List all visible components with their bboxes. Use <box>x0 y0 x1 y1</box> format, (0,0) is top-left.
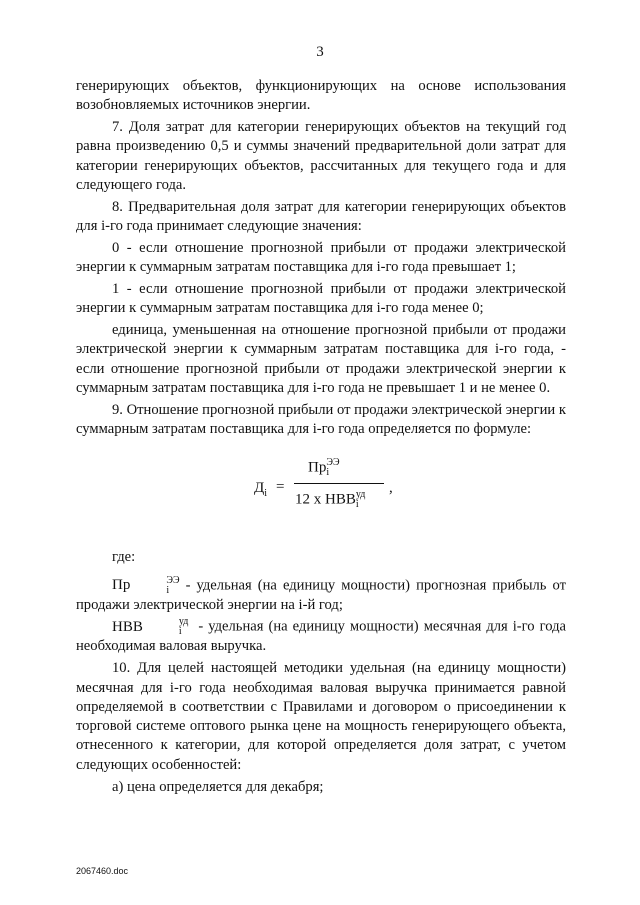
formula <box>76 458 566 524</box>
paragraph-9: 9. Отношение прогнозной прибыли от продажи электрической энергии к суммарным затратам поставщика для i-го года определяется по формуле: <box>76 401 566 438</box>
revenue-symbol <box>112 616 189 638</box>
formula-comma: , <box>389 480 393 497</box>
profit-symbol-subscript: i <box>166 584 170 596</box>
formula-numerator-symbol: Пр <box>308 459 327 476</box>
paragraph-10: 10. Для целей настоящей методики удельная (на единицу мощности) месячная для i-го года необходимая валовая выручка принимается равной определяемой в соответствии с Правилами и договором о присоединении к торговой системе оптового рынка цене на мощность генерирующего объекта, отнесенного к категории, для которой определяется доля затрат, с учетом следующих особенностей: <box>76 660 566 773</box>
formula-equals: = <box>276 479 285 496</box>
revenue-symbol-indices <box>143 617 188 637</box>
revenue-symbol-text: НВВ <box>112 618 143 635</box>
definition-profit-text: - удельная (на единицу мощности) прогнозная прибыль от продажи электрической энергии на i-й год; <box>76 577 566 613</box>
formula-denominator-indices <box>356 490 365 510</box>
formula-numerator-superscript: ЭЭ <box>326 457 340 469</box>
definition-revenue-text: - удельная (на единицу мощности) месячная для i-го года необходимая валовая выручка. <box>76 618 567 655</box>
formula-lhs <box>254 479 267 499</box>
page-number: 3 <box>316 44 324 60</box>
formula-denominator <box>295 490 365 510</box>
revenue-symbol-superscript: уд <box>178 616 189 628</box>
formula-numerator <box>308 458 340 478</box>
paragraph-continuation: генерирующих объектов, функционирующих на основе использования возобновляемых источников энергии. <box>76 78 566 114</box>
formula-lhs-subscript: i <box>264 488 268 500</box>
paragraph-8: 8. Предварительная доля затрат для категории генерирующих объектов для i-го года принимает следующие значения: <box>76 198 566 235</box>
document-filename: 2067460.doc <box>76 866 129 876</box>
revenue-symbol-subscript: i <box>178 626 182 638</box>
formula-numerator-indices <box>326 458 339 478</box>
profit-symbol <box>112 574 180 596</box>
profit-symbol-superscript: ЭЭ <box>166 574 180 586</box>
profit-symbol-indices <box>130 576 179 596</box>
paragraph-8-case-unit: единица, уменьшенная на отношение прогнозной прибыли от продажи электрической энергии к суммарным затратам поставщика для i-го года, - если отношение прогнозной прибыли от продажи электрической энергии к суммарным затратам поставщика для i-го года не превышает 1 и не менее 0. <box>76 322 566 396</box>
paragraph-8-case-1: 1 - если отношение прогнозной прибыли от продажи электрической энергии к суммарным затратам поставщика для i-го года менее 0; <box>76 280 566 317</box>
formula-lhs-symbol: Д <box>254 480 265 497</box>
fraction-bar <box>294 483 384 484</box>
definition-revenue <box>76 617 566 656</box>
formula-denominator-superscript: уд <box>355 489 366 501</box>
where-label: где: <box>112 549 136 566</box>
formula-denominator-symbol: 12 x НВВ <box>295 491 356 508</box>
document-body <box>76 77 566 799</box>
formula-denominator-subscript: i <box>355 499 359 511</box>
paragraph-10-a: а) цена определяется для декабря; <box>112 778 324 795</box>
formula-numerator-subscript: i <box>326 467 330 479</box>
paragraph-8-case-0: 0 - если отношение прогнозной прибыли от продажи электрической энергии к суммарным затратам поставщика для i-го года превышает 1; <box>76 239 566 276</box>
definition-profit <box>76 576 566 615</box>
paragraph-7: 7. Доля затрат для категории генерирующих объектов на текущий год равна произведению 0,5 и суммы значений предварительной доли затрат для категории генерирующих объектов, рассчитанных для текущего года и для следующего года. <box>76 119 566 193</box>
profit-symbol-text: Пр <box>112 577 131 594</box>
